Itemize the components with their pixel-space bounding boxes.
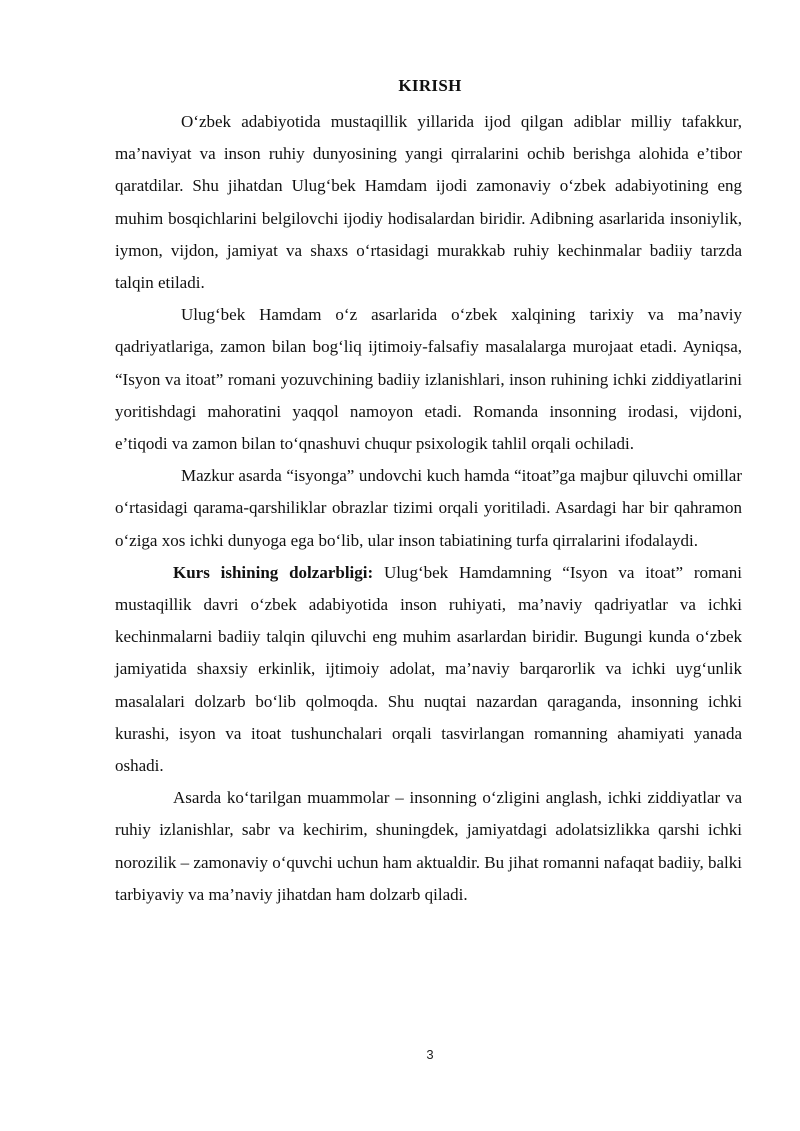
author-paragraph: Ulug‘bek Hamdam o‘z asarlarida o‘zbek xalqining tarixiy va ma’naviy qadriyatlariga, zamon bilan bog‘liq ijtimoiy-falsafiy masalalarga murojaat etadi. Ayniqsa, “Isyon va itoat” romani yozuvchining badiiy izlanishlari, inson ruhining ichki ziddiyatlarini yoritishdagi mahoratini yaqqol namoyon etadi. Romanda insonning irodasi, vijdoni, e’tiqodi va zamon bilan to‘qnashuvi chuqur psixologik tahlil orqali ochiladi. xyxy=(115,305,742,454)
intro-paragraph: O‘zbek adabiyotida mustaqillik yillarida ijod qilgan adiblar milliy tafakkur, ma’naviyat va inson ruhiy dunyosining yangi qirralarini ochib berishga alohida e’tibor qaratdilar. Shu jihatdan Ulug‘bek Hamdam ijodi zamonaviy o‘zbek adabiyotining eng muhim bosqichlarini belgilovchi ijodiy hodisalardan biridir. Adibning asarlarida insoniylik, iymon, vijdon, jamiyat va shaxs o‘rtasidagi murakkab ruhiy kechinmalar badiiy tarzda talqin etiladi. xyxy=(115,112,742,293)
relevance-text: Ulug‘bek Hamdamning “Isyon va itoat” romani mustaqillik davri o‘zbek adabiyotida inson ruhiyati, ma’naviy qadriyatlar va ichki kechinmalarni badiiy talqin qiluvchi eng muhim asarlardan biridir. Bugungi kunda o‘zbek jamiyatida shaxsiy erkinlik, ijtimoiy adolat, ma’naviy barqarorlik va ichki uyg‘unlik masalalari dolzarb bo‘lib qolmoqda. Shu nuqtai nazardan qaraganda, insonning ichki kurashi, isyon va itoat tushunchalari orqali tasvirlangan romanning ahamiyati yanada oshadi. xyxy=(115,562,742,776)
document-body xyxy=(115,106,742,911)
closing-paragraph: Asarda ko‘tarilgan muammolar – insonning o‘zligini anglash, ichki ziddiyatlar va ruhiy izlanishlar, sabr va kechirim, shuningdek, jamiyatdagi adolatsizlikka qarshi ichki norozilik – zamonaviy o‘quvchi uchun ham aktualdir. Bu jihat romanni nafaqat badiiy, balki tarbiyaviy va ma’naviy jihatdan ham dolzarb qiladi. xyxy=(115,788,742,904)
page-number: 3 xyxy=(426,1047,434,1062)
conflict-paragraph: Mazkur asarda “isyonga” undovchi kuch hamda “itoat”ga majbur qiluvchi omillar o‘rtasidagi qarama-qarshiliklar obrazlar tizimi orqali yoritiladi. Asardagi har bir qahramon o‘ziga xos ichki dunyoga ega bo‘lib, ular inson tabiatining turfa qirralarini ifodalaydi. xyxy=(115,466,742,550)
page-title: KIRISH xyxy=(398,76,462,95)
relevance-paragraph xyxy=(115,557,742,782)
relevance-heading: Kurs ishining dolzarbligi: xyxy=(173,562,374,582)
